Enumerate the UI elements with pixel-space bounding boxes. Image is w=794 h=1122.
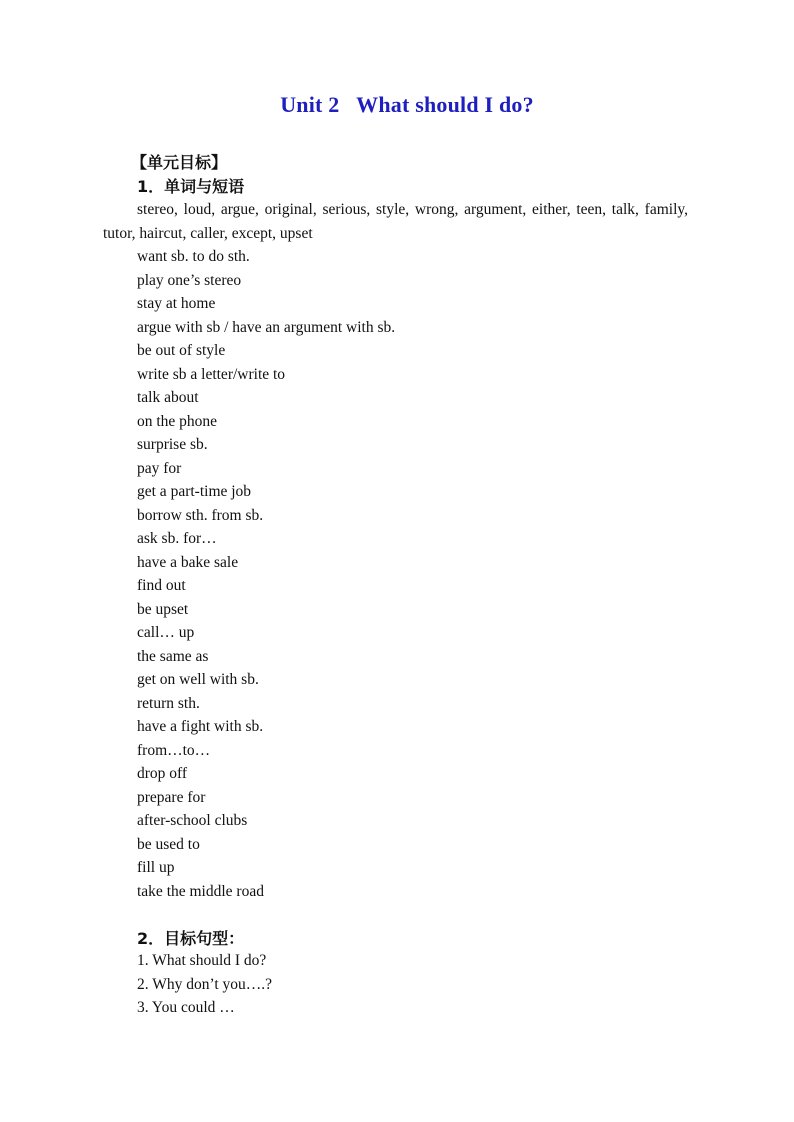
phrase-item: be used to bbox=[137, 835, 200, 853]
phrase-item: drop off bbox=[137, 765, 188, 782]
phrase-item: the same as bbox=[137, 647, 209, 665]
phrase-item: find out bbox=[137, 577, 186, 594]
phrase-item: borrow sth. from sb. bbox=[137, 506, 264, 524]
sentence-patterns-heading: 2．目标句型： bbox=[137, 929, 245, 948]
sentence-pattern-item: 1. What should I do? bbox=[137, 952, 267, 969]
unit-objectives-heading: 【单元目标】 bbox=[131, 153, 228, 172]
phrase-item: on the phone bbox=[137, 412, 218, 430]
phrase-item: be out of style bbox=[137, 342, 226, 359]
phrase-item: want sb. to do sth. bbox=[137, 248, 250, 265]
vocabulary-heading: 1．单词与短语 bbox=[137, 177, 245, 196]
phrase-item: get on well with sb. bbox=[137, 671, 259, 688]
phrase-item: take the middle road bbox=[137, 882, 264, 900]
sentence-pattern-list bbox=[137, 949, 272, 1020]
phrase-item: stay at home bbox=[137, 295, 216, 312]
sentence-pattern-item: 3. You could … bbox=[137, 999, 235, 1016]
phrase-list bbox=[137, 245, 395, 903]
page-title: Unit 2 What should I do? bbox=[280, 92, 534, 117]
phrase-item: prepare for bbox=[137, 788, 206, 806]
phrase-item: return sth. bbox=[137, 694, 200, 712]
phrase-item: pay for bbox=[137, 459, 182, 477]
phrase-item: after-school clubs bbox=[137, 812, 248, 829]
phrase-item: have a bake sale bbox=[137, 553, 239, 571]
phrase-item: talk about bbox=[137, 389, 199, 406]
phrase-item: from…to… bbox=[137, 741, 211, 759]
phrase-item: surprise sb. bbox=[137, 436, 208, 453]
phrase-item: play one’s stereo bbox=[137, 271, 242, 289]
phrase-item: call… up bbox=[137, 624, 195, 641]
phrase-item: write sb a letter/write to bbox=[137, 365, 286, 383]
phrase-item: get a part-time job bbox=[137, 483, 252, 500]
vocabulary-word-list: stereo, loud, argue, original, serious, style, wrong, argument, either, teen, talk, family, tutor, haircut, caller, except, upset bbox=[103, 201, 688, 242]
phrase-item: argue with sb / have an argument with sb. bbox=[137, 318, 396, 336]
phrase-item: fill up bbox=[137, 859, 175, 876]
phrase-item: be upset bbox=[137, 600, 189, 618]
sentence-pattern-item: 2. Why don’t you….? bbox=[137, 975, 273, 993]
phrase-item: ask sb. for… bbox=[137, 530, 217, 547]
phrase-item: have a fight with sb. bbox=[137, 718, 264, 735]
